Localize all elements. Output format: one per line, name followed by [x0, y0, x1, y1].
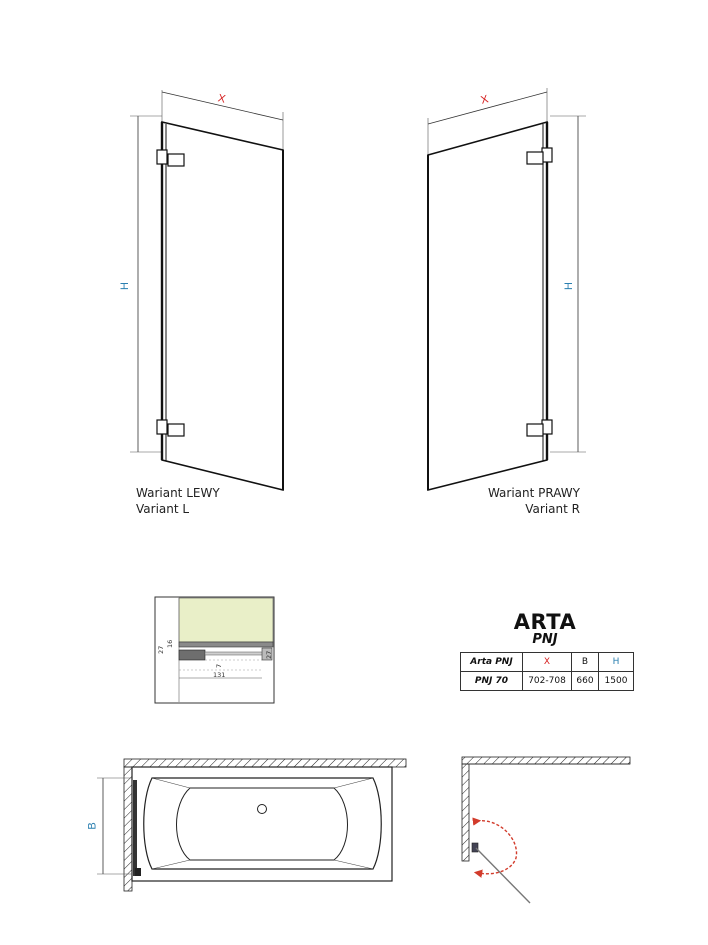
left-hinge-top — [157, 150, 167, 164]
door-swing-diagram — [462, 757, 630, 903]
detail-dim-131: 131 — [213, 671, 226, 679]
swing-arrow — [477, 821, 517, 874]
bathtub-outline — [132, 767, 392, 881]
spec-header-x: X — [523, 653, 572, 672]
detail-dim-7: 7 — [215, 663, 223, 668]
left-x-label: X — [216, 92, 227, 106]
right-x-label: X — [479, 93, 490, 107]
spec-row-h: 1500 — [599, 672, 634, 691]
detail-dim-16: 16 — [166, 639, 174, 648]
product-name: ARTA — [513, 610, 577, 634]
variant-left-line1: Wariant LEWY — [136, 486, 220, 500]
left-h-label: H — [118, 282, 131, 290]
b-label: B — [86, 822, 99, 830]
variant-left-caption — [136, 485, 220, 517]
profile-channel — [179, 642, 273, 647]
left-hinge-bottom — [157, 420, 167, 434]
profile-section-detail — [155, 597, 274, 703]
spec-row-label: PNJ 70 — [461, 672, 523, 691]
variant-right-caption — [450, 485, 580, 517]
product-model: PNJ — [532, 632, 558, 647]
product-title-block — [455, 611, 635, 647]
glass-panel-plan — [133, 780, 137, 876]
spec-header-b: B — [572, 653, 599, 672]
spec-header-h: H — [599, 653, 634, 672]
spec-table — [460, 652, 634, 691]
detail-dim-27b: 27 — [265, 650, 273, 659]
right-h-label: H — [562, 282, 575, 290]
spec-table-header — [461, 653, 634, 672]
spec-row-x: 702-708 — [523, 672, 572, 691]
drain — [258, 805, 267, 814]
spec-header-label: Arta PNJ — [461, 653, 523, 672]
variant-left-line2: Variant L — [136, 502, 190, 516]
spec-table-row — [461, 672, 634, 691]
variant-right-line1: Wariant PRAWY — [487, 486, 580, 500]
swung-door — [476, 848, 530, 903]
mounting-block — [179, 650, 205, 660]
spec-row-b: 660 — [572, 672, 599, 691]
detail-dim-27a: 27 — [157, 645, 165, 654]
variant-right-line2: Variant R — [525, 502, 580, 516]
bath-plan — [97, 759, 406, 891]
wall-section — [179, 598, 273, 642]
left-panel-drawing — [130, 90, 283, 490]
